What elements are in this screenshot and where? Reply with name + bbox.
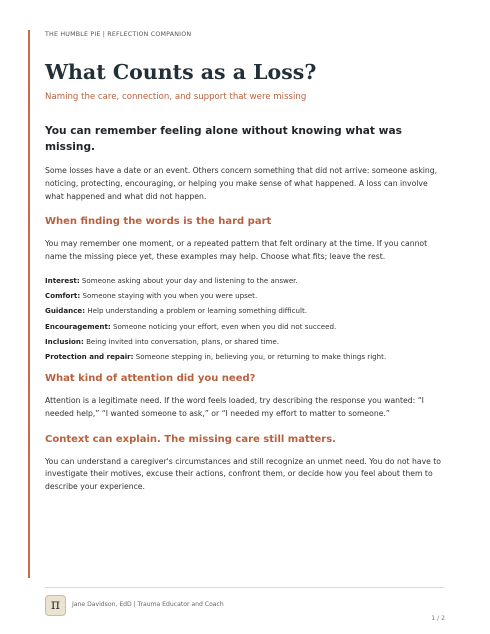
item-text: Someone stepping in, believing you, or returning to make things right. <box>135 351 387 361</box>
item-text: Someone asking about your day and listening to the answer. <box>81 275 298 285</box>
footer-divider <box>45 587 445 588</box>
examples-list <box>45 276 445 362</box>
intro-paragraph: Some losses have a date or an event. Others concern something that did not arrive: someone asking, noticing, protecting, encouraging, or helping you make sense of what happened. A loss can involve what happened and what did not happen. <box>45 166 438 201</box>
accent-rule <box>28 30 30 578</box>
list-item <box>45 352 445 362</box>
main-content <box>45 123 445 506</box>
item-term: Encouragement: <box>45 321 111 331</box>
list-item <box>45 276 445 286</box>
section-heading: Context can explain. The missing care still matters. <box>45 433 336 445</box>
section-body: You may remember one moment, or a repeated pattern that felt ordinary at the time. If you cannot name the missing piece yet, these examples may help. Choose what fits; leave the rest. <box>45 239 428 262</box>
item-text: Being invited into conversation, plans, or shared time. <box>86 336 279 346</box>
section-body: You can understand a caregiver's circumstances and still recognize an unmet need. You do not have to investigate their motives, excuse their actions, confront them, or decide how you feel about them to describe your experience. <box>45 456 442 492</box>
section-heading: When finding the words is the hard part <box>45 216 272 228</box>
page-subtitle: Naming the care, connection, and support that were missing <box>45 92 307 102</box>
list-item <box>45 306 445 316</box>
item-text: Help understanding a problem or learning something difficult. <box>87 306 308 316</box>
list-item <box>45 337 445 347</box>
list-item <box>45 291 445 301</box>
list-item <box>45 322 445 332</box>
item-term: Inclusion: <box>45 336 84 346</box>
section-heading: What kind of attention did you need? <box>45 372 256 384</box>
item-term: Comfort: <box>45 291 81 301</box>
section-body: Attention is a legitimate need. If the word feels loaded, try describing the response you wanted: “I needed help,” “I wanted someone to ask,” or “I needed my effort to matter to someone.” <box>45 395 424 418</box>
page-title: What Counts as a Loss? <box>45 60 317 84</box>
footer-credit: Jane Davidson, EdD | Trauma Educator and Coach <box>72 601 224 608</box>
item-term: Interest: <box>45 275 80 285</box>
lead-statement: You can remember feeling alone without knowing what was missing. <box>45 125 402 153</box>
item-term: Protection and repair: <box>45 351 134 361</box>
item-text: Someone noticing your effort, even when you did not succeed. <box>112 321 337 331</box>
item-term: Guidance: <box>45 306 86 316</box>
item-text: Someone staying with you when you were upset. <box>82 291 258 301</box>
page-number: 1 / 2 <box>431 615 445 622</box>
header-kicker: THE HUMBLE PIE | REFLECTION COMPANION <box>45 31 192 38</box>
pi-logo-icon: π <box>45 595 66 616</box>
